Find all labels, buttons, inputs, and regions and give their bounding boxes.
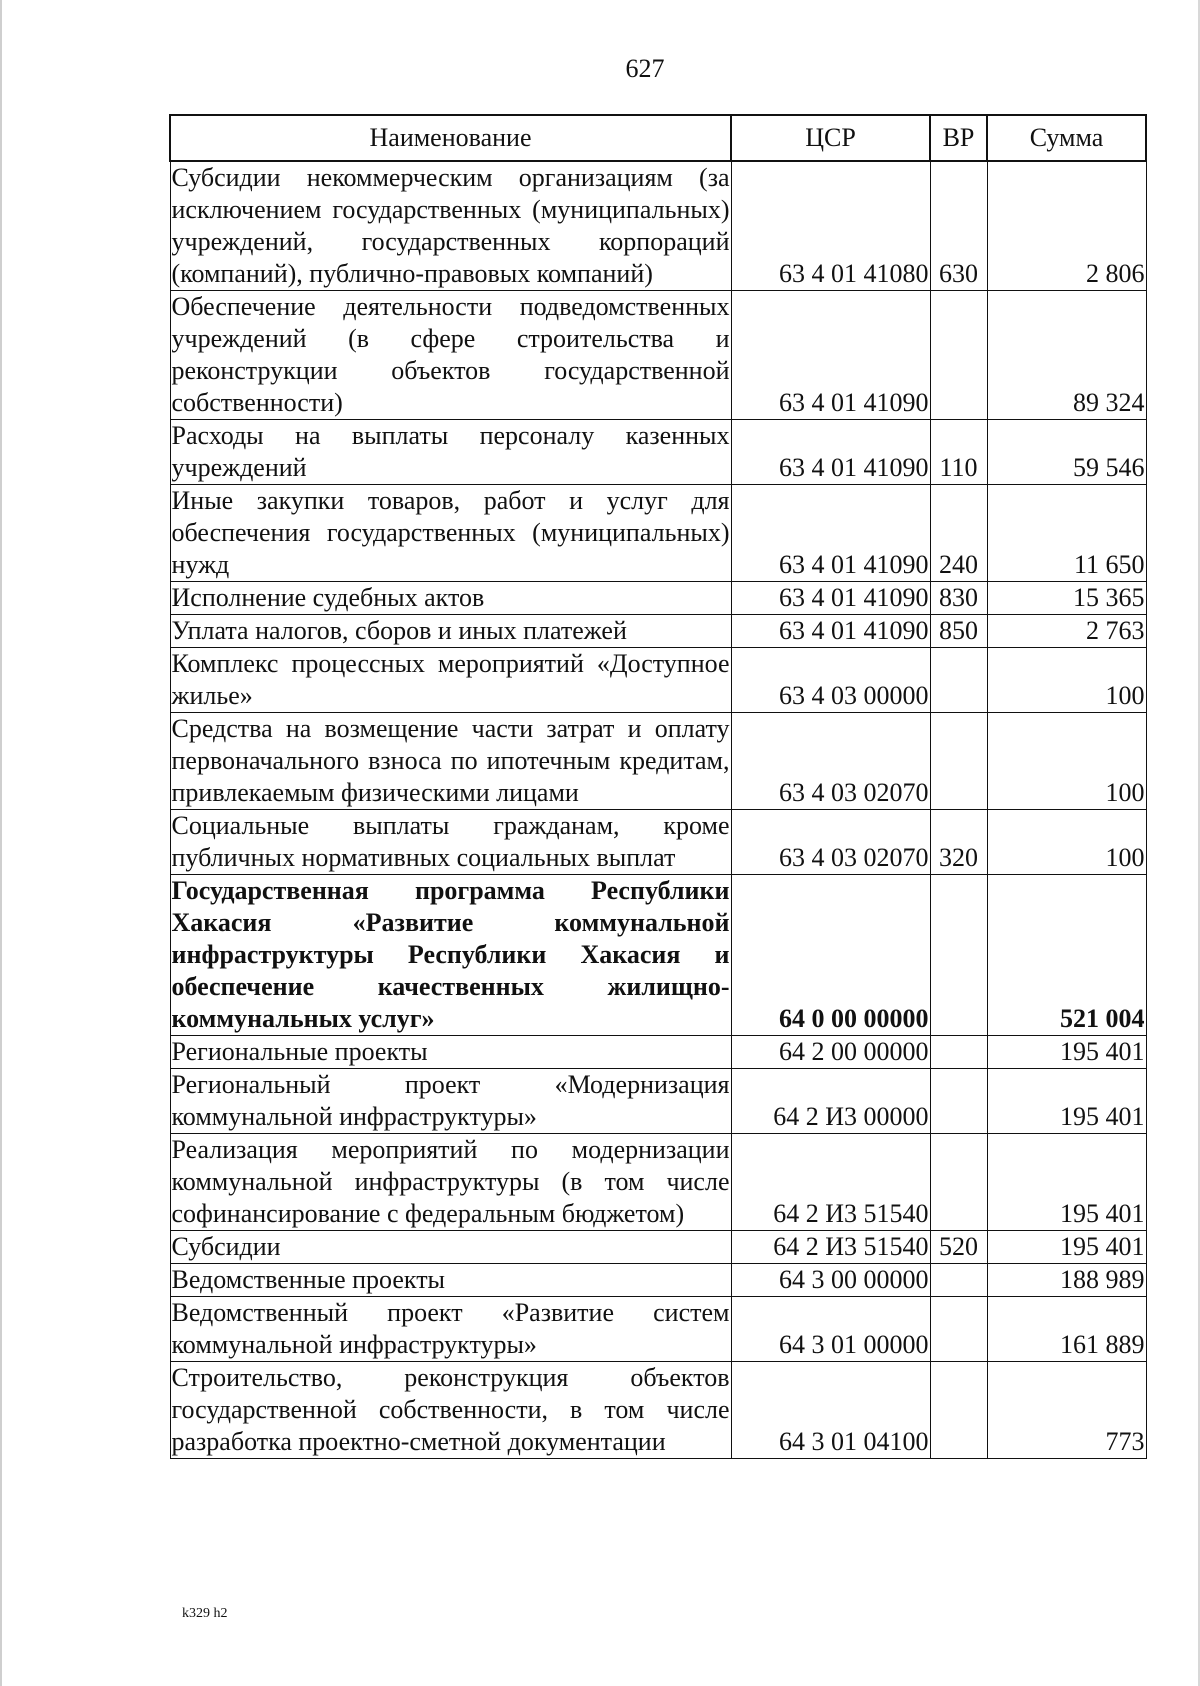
- table-row: [170, 420, 1146, 485]
- table-row: [170, 1069, 1146, 1134]
- table-row: [170, 291, 1146, 420]
- cell-csr: 63 4 01 41090: [731, 582, 930, 615]
- cell-name: Обеспечение деятельности подведомственных учреждений (в сфере строительства и реконструкции объектов государственной собственности): [170, 291, 731, 420]
- cell-name: Уплата налогов, сборов и иных платежей: [170, 615, 731, 648]
- cell-vr: 320: [930, 810, 987, 875]
- cell-csr: 63 4 03 00000: [731, 648, 930, 713]
- table-row: [170, 1134, 1146, 1231]
- cell-sum: 195 401: [987, 1231, 1146, 1264]
- cell-sum: 2 763: [987, 615, 1146, 648]
- cell-vr: [930, 1036, 987, 1069]
- table-row: [170, 713, 1146, 810]
- cell-vr: [930, 648, 987, 713]
- cell-name: Субсидии некоммерческим организациям (за исключением государственных (муниципальных) учреждений, государственных корпораций (компаний), публично-правовых компаний): [170, 161, 731, 291]
- cell-name: Ведомственные проекты: [170, 1264, 731, 1297]
- cell-sum: 195 401: [987, 1069, 1146, 1134]
- header-vr: ВР: [930, 115, 987, 161]
- cell-sum: 161 889: [987, 1297, 1146, 1362]
- cell-name: Комплекс процессных мероприятий «Доступное жилье»: [170, 648, 731, 713]
- cell-sum: 195 401: [987, 1134, 1146, 1231]
- cell-csr: 64 2 И3 51540: [731, 1231, 930, 1264]
- cell-csr: 63 4 01 41090: [731, 615, 930, 648]
- cell-vr: 110: [930, 420, 987, 485]
- table-row: [170, 1036, 1146, 1069]
- cell-csr: 63 4 01 41090: [731, 420, 930, 485]
- cell-name: Исполнение судебных актов: [170, 582, 731, 615]
- cell-sum: 59 546: [987, 420, 1146, 485]
- table-row: [170, 1297, 1146, 1362]
- cell-name: Государственная программа Республики Хакасия «Развитие коммунальной инфраструктуры Республики Хакасия и обеспечение качественных жилищно-коммунальных услуг»: [170, 875, 731, 1036]
- cell-csr: 63 4 01 41090: [731, 291, 930, 420]
- header-sum: Сумма: [987, 115, 1146, 161]
- cell-csr: 64 3 01 00000: [731, 1297, 930, 1362]
- scan-left-edge: [0, 0, 2, 1686]
- cell-sum: 521 004: [987, 875, 1146, 1036]
- cell-vr: 630: [930, 161, 987, 291]
- table-row: [170, 810, 1146, 875]
- header-name: Наименование: [170, 115, 731, 161]
- cell-csr: 63 4 01 41080: [731, 161, 930, 291]
- page-number: 627: [625, 54, 665, 83]
- cell-sum: 100: [987, 810, 1146, 875]
- table-row: [170, 615, 1146, 648]
- budget-table: [169, 114, 1147, 1459]
- table-header-row: [170, 115, 1146, 161]
- cell-vr: [930, 1134, 987, 1231]
- cell-csr: 63 4 01 41090: [731, 485, 930, 582]
- cell-name: Расходы на выплаты персоналу казенных учреждений: [170, 420, 731, 485]
- table-row: [170, 485, 1146, 582]
- table-row: [170, 648, 1146, 713]
- cell-sum: 195 401: [987, 1036, 1146, 1069]
- cell-sum: 773: [987, 1362, 1146, 1459]
- cell-vr: 240: [930, 485, 987, 582]
- cell-vr: 520: [930, 1231, 987, 1264]
- cell-vr: 850: [930, 615, 987, 648]
- cell-sum: 100: [987, 648, 1146, 713]
- cell-vr: [930, 875, 987, 1036]
- table-row: [170, 875, 1146, 1036]
- cell-vr: [930, 1297, 987, 1362]
- cell-vr: [930, 291, 987, 420]
- cell-csr: 64 3 00 00000: [731, 1264, 930, 1297]
- cell-name: Средства на возмещение части затрат и оплату первоначального взноса по ипотечным кредитам, привлекаемым физическими лицами: [170, 713, 731, 810]
- table-row: [170, 1264, 1146, 1297]
- cell-vr: [930, 1362, 987, 1459]
- cell-csr: 64 2 И3 00000: [731, 1069, 930, 1134]
- cell-vr: 830: [930, 582, 987, 615]
- table-row: [170, 1362, 1146, 1459]
- cell-csr: 64 3 01 04100: [731, 1362, 930, 1459]
- table-row: [170, 1231, 1146, 1264]
- cell-sum: 15 365: [987, 582, 1146, 615]
- cell-sum: 188 989: [987, 1264, 1146, 1297]
- cell-name: Региональный проект «Модернизация коммунальной инфраструктуры»: [170, 1069, 731, 1134]
- table-row: [170, 161, 1146, 291]
- cell-csr: 64 2 00 00000: [731, 1036, 930, 1069]
- footer-code: k329 h2: [182, 1606, 228, 1621]
- cell-csr: 63 4 03 02070: [731, 810, 930, 875]
- cell-vr: [930, 1264, 987, 1297]
- cell-name: Реализация мероприятий по модернизации коммунальной инфраструктуры (в том числе софинансирование с федеральным бюджетом): [170, 1134, 731, 1231]
- table-row: [170, 582, 1146, 615]
- cell-sum: 2 806: [987, 161, 1146, 291]
- cell-csr: 64 0 00 00000: [731, 875, 930, 1036]
- cell-csr: 63 4 03 02070: [731, 713, 930, 810]
- cell-name: Ведомственный проект «Развитие систем коммунальной инфраструктуры»: [170, 1297, 731, 1362]
- cell-csr: 64 2 И3 51540: [731, 1134, 930, 1231]
- header-csr: ЦСР: [731, 115, 930, 161]
- cell-name: Субсидии: [170, 1231, 731, 1264]
- cell-name: Иные закупки товаров, работ и услуг для обеспечения государственных (муниципальных) нужд: [170, 485, 731, 582]
- cell-name: Строительство, реконструкция объектов государственной собственности, в том числе разработка проектно-сметной документации: [170, 1362, 731, 1459]
- cell-sum: 11 650: [987, 485, 1146, 582]
- cell-vr: [930, 1069, 987, 1134]
- cell-vr: [930, 713, 987, 810]
- cell-name: Региональные проекты: [170, 1036, 731, 1069]
- cell-sum: 89 324: [987, 291, 1146, 420]
- cell-name: Социальные выплаты гражданам, кроме публичных нормативных социальных выплат: [170, 810, 731, 875]
- cell-sum: 100: [987, 713, 1146, 810]
